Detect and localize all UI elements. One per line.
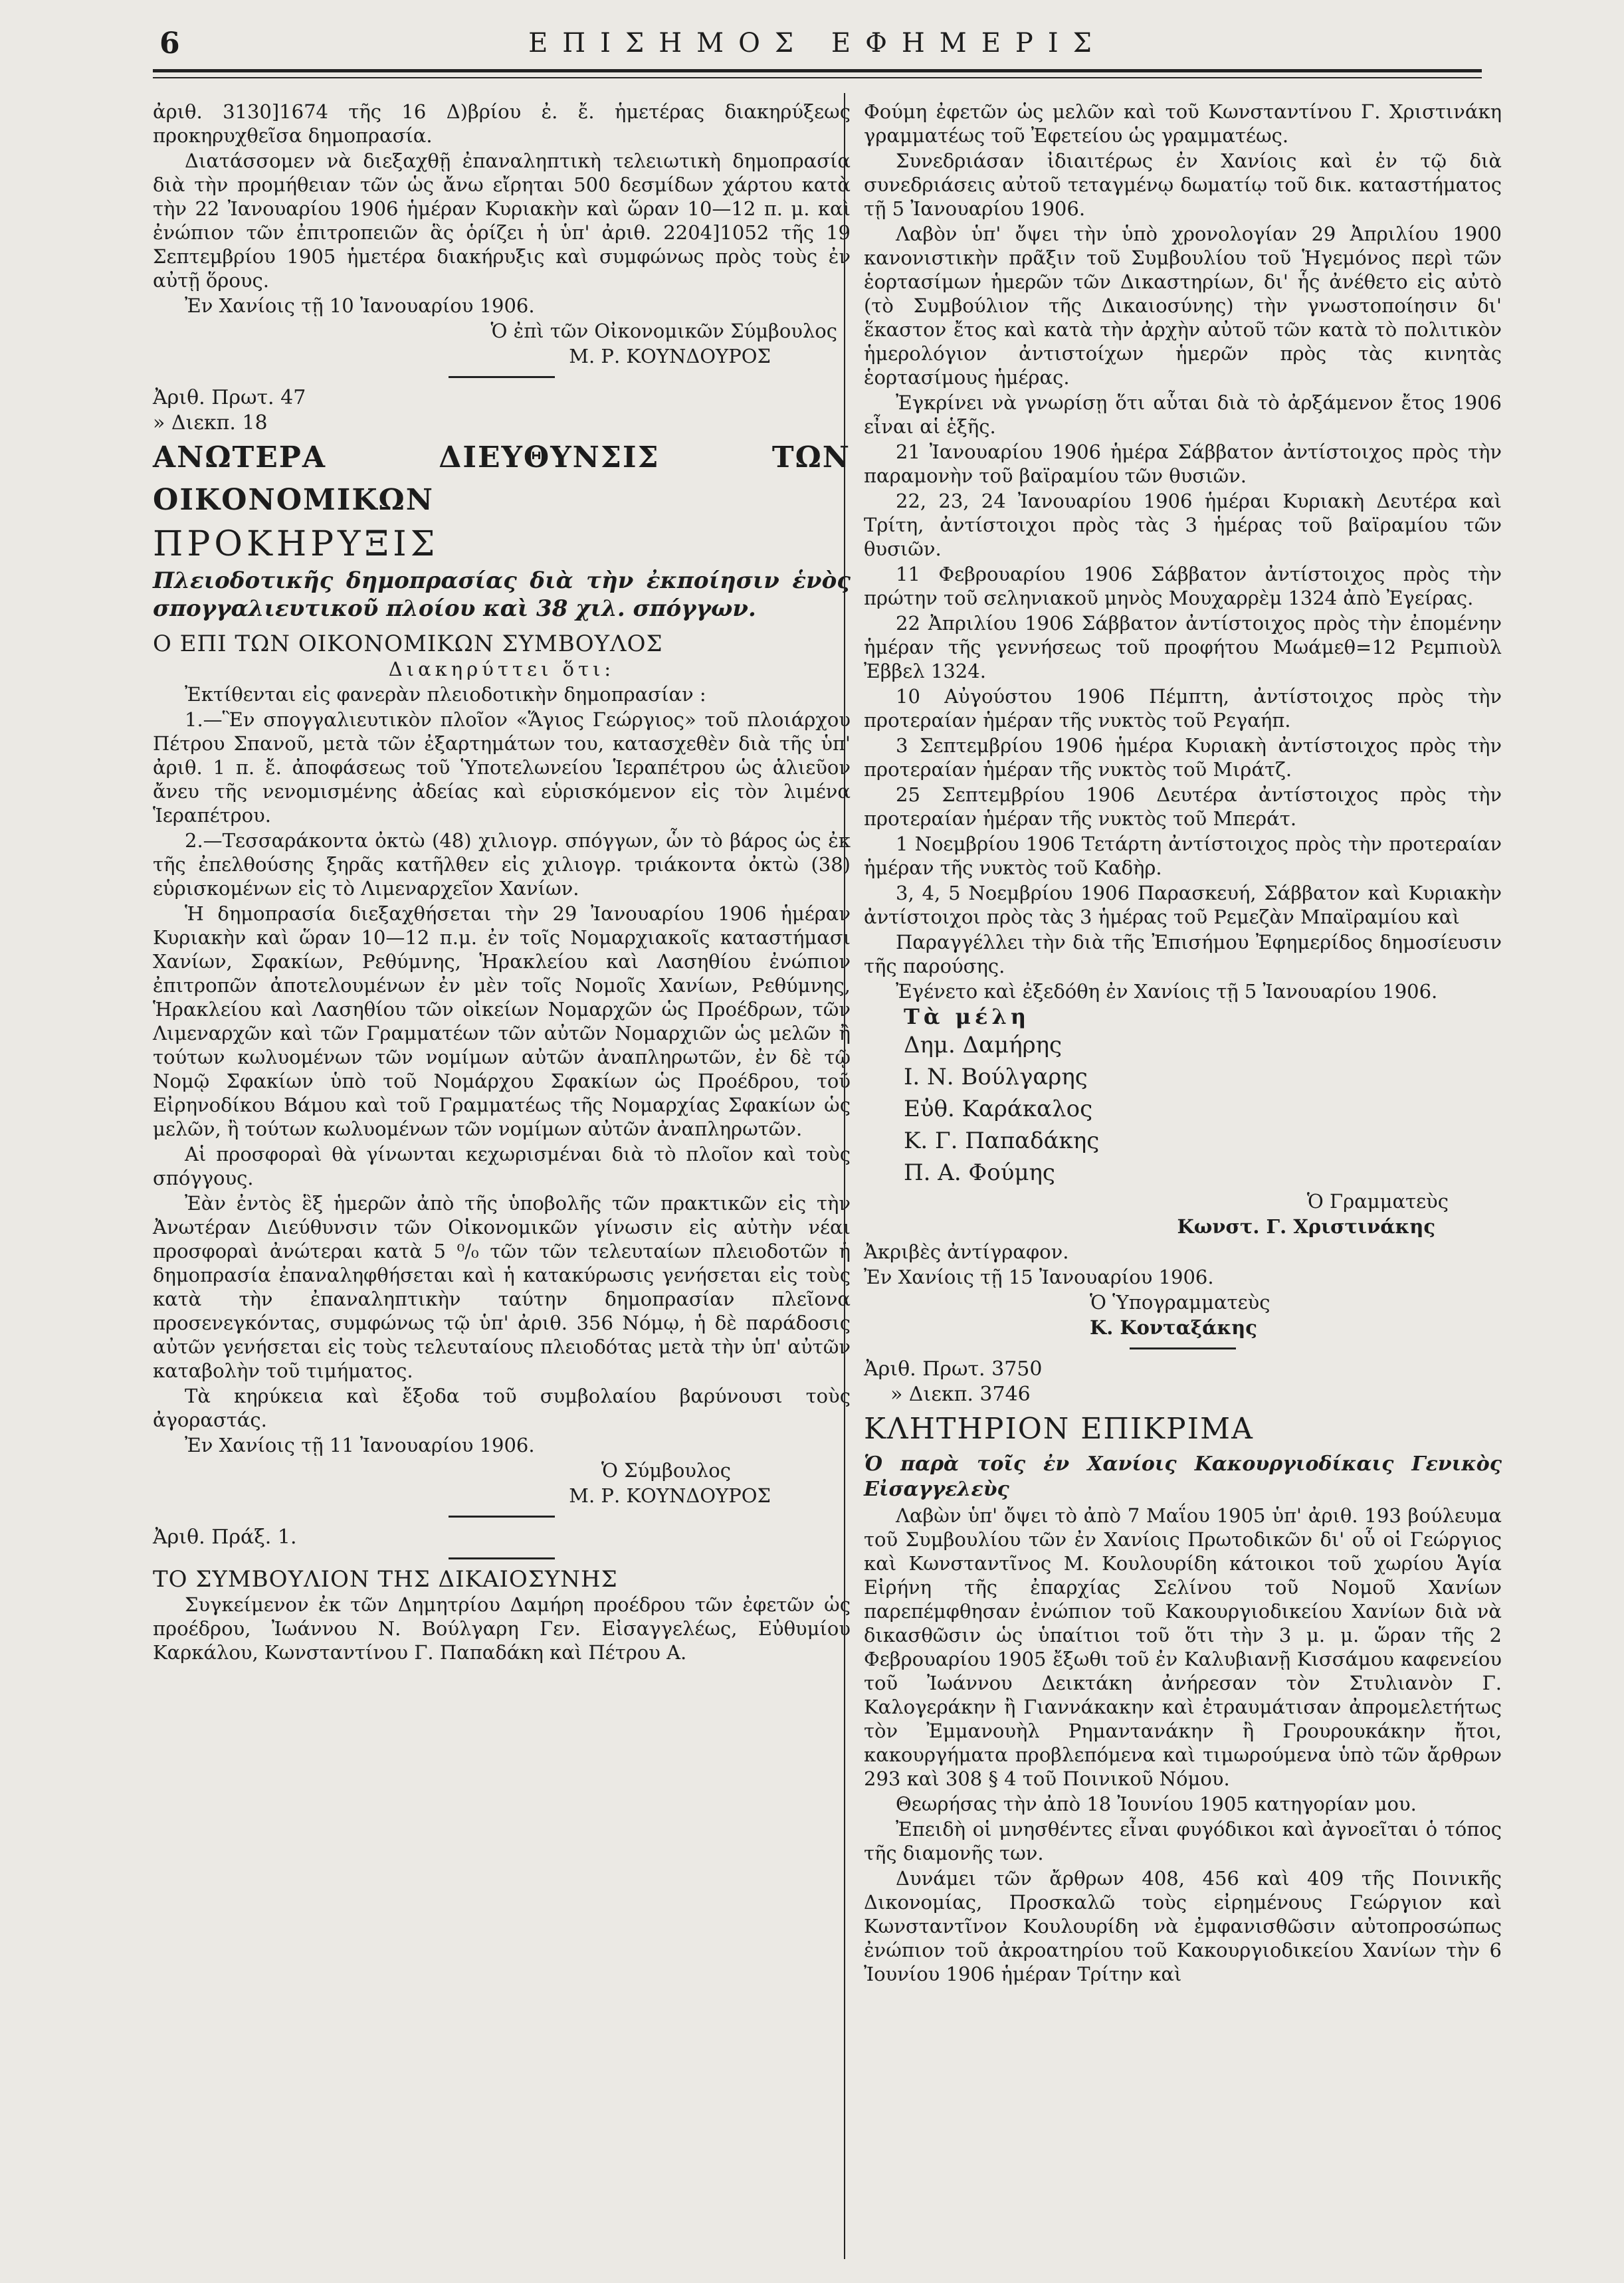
paragraph: 1.—Ἓν σπογγαλιευτικὸν πλοῖον «Ἅγιος Γεώργιος» τοῦ πλοιάρχου Πέτρου Σπανοῦ, μετὰ τῶν ἐξαρτημάτων του, κατασχεθὲν διὰ τῆς ὑπ' ἀριθ. 1 π. ἔ. ἀποφάσεως τοῦ Ὑποτελωνείου Ἱεραπέτρου ὡς ἁλιεῦον ἄνευ τῆς νενομισμένης ἀδείας καὶ εὑρισκόμενον εἰς τὸν λιμένα Ἱεραπέτρου.	[153, 708, 851, 827]
divider	[449, 376, 555, 378]
signature-name: Κωνστ. Γ. Χριστινάκης	[1177, 1215, 1435, 1238]
paragraph: 3 Σεπτεμβρίου 1906 ἡμέρα Κυριακὴ ἀντίστοιχος πρὸς τὴν προτεραίαν ἡμέραν τῆς νυκτὸς τοῦ Μιράτζ.	[864, 734, 1502, 781]
paragraph: Διατάσσομεν νὰ διεξαχθῇ ἐπαναληπτικὴ τελειωτικὴ δημοπρασία διὰ τὴν προμήθειαν τῶν ὡς ἄνω εἴρηται 500 δεσμίδων χάρτου κατὰ τὴν 22 Ἰανουαρίου 1906 ἡμέραν Κυριακὴν καὶ ὥραν 10—12 π. μ. καὶ ἐνώπιον τῶν ἐπιτροπειῶν ἃς ὁρίζει ἡ ὑπ' ἀριθ. 2204]1052 τῆς 19 Σεπτεμβρίου 1905 ἡμετέρα διακήρυξις καὶ συμφώνως πρὸς τοὺς ἐν αὐτῇ ὅρους.	[153, 149, 851, 292]
right-column	[864, 100, 1502, 1987]
paragraph: Ἐγκρίνει νὰ γνωρίσῃ ὅτι αὗται διὰ τὸ ἀρξάμενον ἔτος 1906 εἶναι αἱ ἑξῆς.	[864, 391, 1502, 438]
paragraph: 3, 4, 5 Νοεμβρίου 1906 Παρασκευή, Σάββατον καὶ Κυριακὴν ἀντίστοιχοι πρὸς τὰς 3 ἡμέρας τοῦ Ρεμεζὰν Μπαϊραμίου καὶ	[864, 882, 1502, 928]
header-rule-thin	[153, 77, 1482, 78]
reference-number: Ἀριθ. Πρωτ. 3750	[864, 1357, 1043, 1381]
signature-title: Ὁ ἐπὶ τῶν Οἰκονομικῶν Σύμβουλος	[490, 320, 837, 342]
section-subtitle: Πλειοδοτικῆς δημοπρασίας διὰ τὴν ἐκποίησιν ἑνὸς σπογγαλιευτικοῦ πλοίου καὶ 38 χιλ. σπόγγων.	[153, 567, 851, 622]
signature-name: Μ. Ρ. ΚΟΥΝΔΟΥΡΟΣ	[569, 1484, 771, 1507]
divider	[449, 1516, 555, 1518]
member-name: Π. Α. Φούμης	[904, 1159, 1055, 1186]
reference-number: » Διεκπ. 18	[153, 411, 268, 435]
paragraph: Παραγγέλλει τὴν διὰ τῆς Ἐπισήμου Ἐφημερίδος δημοσίευσιν τῆς παρούσης.	[864, 931, 1502, 977]
paragraph: Ἀκριβὲς ἀντίγραφον.	[864, 1241, 1069, 1263]
paragraph: 2.—Τεσσαράκοντα ὀκτὼ (48) χιλιογρ. σπόγγων, ὧν τὸ βάρος ὡς ἐκ τῆς ἐπελθούσης ξηρᾶς κατῆλθεν εἰς χιλιογρ. τριάκοντα ὀκτὼ (38) εὑρισκομένων εἰς τὸ Λιμεναρχεῖον Χανίων.	[153, 829, 851, 900]
paragraph: Ἡ δημοπρασία διεξαχθήσεται τὴν 29 Ἰανουαρίου 1906 ἡμέραν Κυριακὴν καὶ ὥραν 10—12 π.μ. ἐν τοῖς Νομαρχιακοῖς καταστήμασι Χανίων, Σφακίων, Ρεθύμνης, Ἡρακλείου καὶ Λασηθίου ἐνώπιον ἐπιτροπῶν ἀποτελουμένων ἐν μὲν τοῖς Νομοῖς Χανίων, Ρεθύμνης, Ἡρακλείου καὶ Λασηθίου τῶν οἰκείων Νομαρχῶν ὡς Προέδρων, τῶν Λιμεναρχῶν καὶ τῶν Γραμματέων τῶν αὐτῶν Νομαρχιῶν ὡς μελῶν ἢ τούτων κωλυομένων τῶν νομίμων αὐτῶν ἀναπληρωτῶν, ἐν δὲ τῷ Νομῷ Σφακίων ὑπὸ τοῦ Νομάρχου Σφακίων ὡς Προέδρου, τοῦ Εἰρηνοδίκου Βάμου καὶ τοῦ Γραμματέως τῆς Νομαρχίας Σφακίων ὡς μελῶν, ἢ τούτων κωλυομένων τῶν νομίμων αὐτῶν ἀναπληρωτῶν.	[153, 902, 851, 1140]
date-line: Ἐν Χανίοις τῇ 15 Ἰανουαρίου 1906.	[864, 1266, 1214, 1288]
signature-name: Μ. Ρ. ΚΟΥΝΔΟΥΡΟΣ	[569, 345, 771, 367]
member-name: Εὐθ. Καράκαλος	[904, 1096, 1093, 1122]
paragraph: ἀριθ. 3130]1674 τῆς 16 Δ)βρίου ἐ. ἔ. ἡμετέρας διακηρύξεως προκηρυχθεῖσα δημοπρασία.	[153, 100, 851, 147]
section-title: ΑΝΩΤΕΡΑ ΔΙΕΥΘΥΝΣΙΣ ΤΩΝ ΟΙΚΟΝΟΜΙΚΩΝ	[153, 441, 851, 517]
signature-title: Ὁ Σύμβουλος	[601, 1459, 731, 1482]
date-line: Ἐν Χανίοις τῇ 10 Ἰανουαρίου 1906.	[185, 294, 535, 317]
masthead: ΕΠΙΣΗΜΟΣ ΕΦΗΜΕΡΙΣ	[528, 28, 1106, 58]
reference-number: Ἀριθ. Πράξ. 1.	[153, 1526, 297, 1549]
section-title: ΤΟ ΣΥΜΒΟΥΛΙΟΝ ΤΗΣ ΔΙΚΑΙΟΣΥΝΗΣ	[153, 1566, 618, 1593]
paragraph: Συγκείμενον ἐκ τῶν Δημητρίου Δαμήρη προέδρου τῶν ἐφετῶν ὡς προέδρου, Ἰωάννου Ν. Βούλγαρη Γεν. Εἰσαγγελέως, Εὐθυμίου Καρκάλου, Κωνσταντίνου Γ. Παπαδάκη καὶ Πέτρου Α.	[153, 1593, 851, 1664]
paragraph: Λαβὼν ὑπ' ὄψει τὸ ἀπὸ 7 Μαΐου 1905 ὑπ' ἀριθ. 193 βούλευμα τοῦ Συμβουλίου τῶν ἐν Χανίοις Πρωτοδικῶν δι' οὗ οἱ Γεώργιος καὶ Κωνσταντῖνος Μ. Κουλουρίδη κάτοικοι τοῦ χωρίου Ἁγία Εἰρήνη τῆς ἐπαρχίας Σελίνου τοῦ Νομοῦ Χανίων παρεπέμφθησαν ἐνώπιον τοῦ Κακουργιοδικείου Χανίων διὰ νὰ δικασθῶσιν ὡς ὑπαίτιοι τοῦ ὅτι τὴν 3 μ. μ. ὥραν τῆς 2 Φεβρουαρίου 1905 ἔξωθι τοῦ ἐν Καλυβιανῇ Κισσάμου καφενείου τοῦ Ἰωάννου Δεικτάκη ἀνήρεσαν τὸν Στυλιανὸν Γ. Καλογεράκην ἢ Γιαννάκακην καὶ ἐτραυμάτισαν ἀπρομελετήτως τὸν Ἐμμανουὴλ Ρημαντανάκην ἢ Γρουρουκάκην ἤτοι, κακουργήματα προβλεπόμενα καὶ τιμωρούμενα ὑπὸ τῶν ἄρθρων 293 καὶ 308 § 4 τοῦ Ποινικοῦ Νόμου.	[864, 1504, 1502, 1790]
page-number: 6	[159, 27, 180, 60]
paragraph: Ἐὰν ἐντὸς ἓξ ἡμερῶν ἀπὸ τῆς ὑποβολῆς τῶν πρακτικῶν εἰς τὴν Ἀνωτέραν Διεύθυνσιν τῶν Οἰκονομικῶν γίνωσιν εἰς αὐτὴν νέαι προσφοραὶ ἀνώτεραι κατὰ 5 ⁰/₀ τῶν τῶν τελευταίων πλειοδοτῶν ἡ δημοπρασία ἐπαναληφθήσεται καὶ ἡ κατακύρωσις γενήσεται εἰς τοὺς κατὰ τὴν ἐπαναληπτικὴν ταύτην δημοπρασίαν πλεῖονα προσενεγκόντας, συμφώνως τῷ ὑπ' ἀριθ. 356 Νόμῳ, ἡ δὲ παράδοσις αὐτῶν γενήσεται εἰς τοὺς τελευταίους πλειοδότας μετὰ τὴν ὑπ' αὐτῶν καταβολὴν τοῦ τιμήματος.	[153, 1192, 851, 1382]
paragraph: Τὰ κηρύκεια καὶ ἔξοδα τοῦ συμβολαίου βαρύνουσι τοὺς ἀγοραστάς.	[153, 1385, 851, 1431]
paragraph: Ἐκτίθενται εἰς φανερὰν πλειοδοτικὴν δημοπρασίαν :	[185, 683, 706, 706]
divider	[1130, 1347, 1236, 1349]
paragraph: Δυνάμει τῶν ἄρθρων 408, 456 καὶ 409 τῆς Ποινικῆς Δικονομίας, Προσκαλῶ τοὺς εἰρημένους Γεώργιον καὶ Κωνσταντῖνον Κουλουρίδη νὰ ἐμφανισθῶσιν αὐτοπροσώπως ἐνώπιον τοῦ ἀκροατηρίου τοῦ Κακουργιοδικείου Χανίων τὴν 6 Ἰουνίου 1906 ἡμέραν Τρίτην καὶ	[864, 1867, 1502, 1985]
reference-number: » Διεκπ. 3746	[890, 1383, 1031, 1406]
paragraph: Ἐπειδὴ οἱ μνησθέντες εἶναι φυγόδικοι καὶ ἀγνοεῖται ὁ τόπος τῆς διαμονῆς των.	[864, 1818, 1502, 1864]
signature-title: Ὁ Ὑπογραμματεὺς	[1090, 1291, 1270, 1314]
paragraph: Φούμη ἐφετῶν ὡς μελῶν καὶ τοῦ Κωνσταντίνου Γ. Χριστινάκη γραμματέως τοῦ Ἐφετείου ὡς γραμματέως.	[864, 100, 1502, 147]
authority-heading: Ο ΕΠΙ ΤΩΝ ΟΙΚΟΝΟΜΙΚΩΝ ΣΥΜΒΟΥΛΟΣ	[153, 631, 663, 657]
member-name: Δημ. Δαμήρης	[904, 1032, 1063, 1058]
paragraph: 22 Ἀπριλίου 1906 Σάββατον ἀντίστοιχος πρὸς τὴν ἐπομένην ἡμέραν τῆς γεννήσεως τοῦ προφήτου Μωάμεθ=12 Ρεμπιοὺλ Ἐββελ 1324.	[864, 612, 1502, 682]
page-header	[153, 20, 1482, 73]
members-heading: Τὰ μέλη	[904, 1004, 1031, 1029]
signature-title: Ὁ Γραμματεὺς	[1306, 1190, 1449, 1213]
paragraph: 10 Αὐγούστου 1906 Πέμπτη, ἀντίστοιχος πρὸς τὴν προτεραίαν ἡμέραν τῆς νυκτὸς τοῦ Ρεγαήπ.	[864, 685, 1502, 732]
left-column	[153, 100, 851, 1666]
paragraph: 22, 23, 24 Ἰανουαρίου 1906 ἡμέραι Κυριακὴ Δευτέρα καὶ Τρίτη, ἀντίστοιχοι πρὸς τὰς 3 ἡμέρας τοῦ βαϊραμίου τῶν θυσιῶν.	[864, 490, 1502, 560]
header-rule	[153, 69, 1482, 72]
date-line: Ἐν Χανίοις τῇ 11 Ἰανουαρίου 1906.	[185, 1434, 535, 1456]
signature-name: Κ. Κονταξάκης	[1090, 1316, 1257, 1339]
paragraph: Αἱ προσφοραὶ θὰ γίνωνται κεχωρισμέναι διὰ τὸ πλοῖον καὶ τοὺς σπόγγους.	[153, 1143, 851, 1189]
section-title: ΚΛΗΤΗΡΙΟΝ ΕΠΙΚΡΙΜΑ	[864, 1412, 1254, 1446]
paragraph: 11 Φεβρουαρίου 1906 Σάββατον ἀντίστοιχος πρὸς τὴν πρώτην τοῦ σεληνιακοῦ μηνὸς Μουχαρρὲμ 1324 ἀπὸ Ἐγείρας.	[864, 563, 1502, 609]
declaration: Διακηρύττει ὅτι:	[388, 658, 615, 680]
section-title: ΠΡΟΚΗΡΥΞΙΣ	[153, 524, 439, 564]
divider	[449, 1557, 555, 1559]
paragraph: 25 Σεπτεμβρίου 1906 Δευτέρα ἀντίστοιχος πρὸς τὴν προτεραίαν ἡμέραν τῆς νυκτὸς τοῦ Μπεράτ.	[864, 783, 1502, 830]
section-subtitle: Ὁ παρὰ τοῖς ἐν Χανίοις Κακουργιοδίκαις Γενικὸς Εἰσαγγελεὺς	[864, 1452, 1502, 1501]
member-name: Ι. Ν. Βούλγαρης	[904, 1064, 1088, 1090]
reference-number: Ἀριθ. Πρωτ. 47	[153, 386, 306, 409]
paragraph: Λαβὸν ὑπ' ὄψει τὴν ὑπὸ χρονολογίαν 29 Ἀπριλίου 1900 κανονιστικὴν πρᾶξιν τοῦ Συμβουλίου τοῦ Ἡγεμόνος περὶ τῶν ἑορτασίμων ἡμερῶν τῶν Δικαστηρίων, δι' ἧς ἀνέθετο εἰς αὐτὸ (τὸ Συμβούλιον τῆς Δικαιοσύνης) τὴν γνωστοποίησιν δι' ἕκαστον ἔτος καὶ κατὰ τὴν ἀρχὴν αὐτοῦ τῶν κατὰ τὸ πολιτικὸν ἡμερολόγιον ἀντιστοίχων ἡμερῶν πρὸς τὰς κινητὰς ἑορτασίμους ἡμέρας.	[864, 223, 1502, 389]
paragraph: Ἐγένετο καὶ ἐξεδόθη ἐν Χανίοις τῇ 5 Ἰανουαρίου 1906.	[896, 980, 1438, 1003]
member-name: Κ. Γ. Παπαδάκης	[904, 1128, 1100, 1154]
paragraph: 21 Ἰανουαρίου 1906 ἡμέρα Σάββατον ἀντίστοιχος πρὸς τὴν παραμονὴν τοῦ βαϊραμίου τῶν θυσιῶν.	[864, 441, 1502, 487]
paragraph: Συνεδριάσαν ἰδιαιτέρως ἐν Χανίοις καὶ ἐν τῷ διὰ συνεδριάσεις αὐτοῦ τεταγμένῳ δωματίῳ τοῦ δικ. καταστήματος τῇ 5 Ἰανουαρίου 1906.	[864, 149, 1502, 220]
paragraph: Θεωρήσας τὴν ἀπὸ 18 Ἰουνίου 1905 κατηγορίαν μου.	[896, 1793, 1417, 1815]
paragraph: 1 Νοεμβρίου 1906 Τετάρτη ἀντίστοιχος πρὸς τὴν προτεραίαν ἡμέραν τῆς νυκτὸς τοῦ Καδὴρ.	[864, 833, 1502, 879]
